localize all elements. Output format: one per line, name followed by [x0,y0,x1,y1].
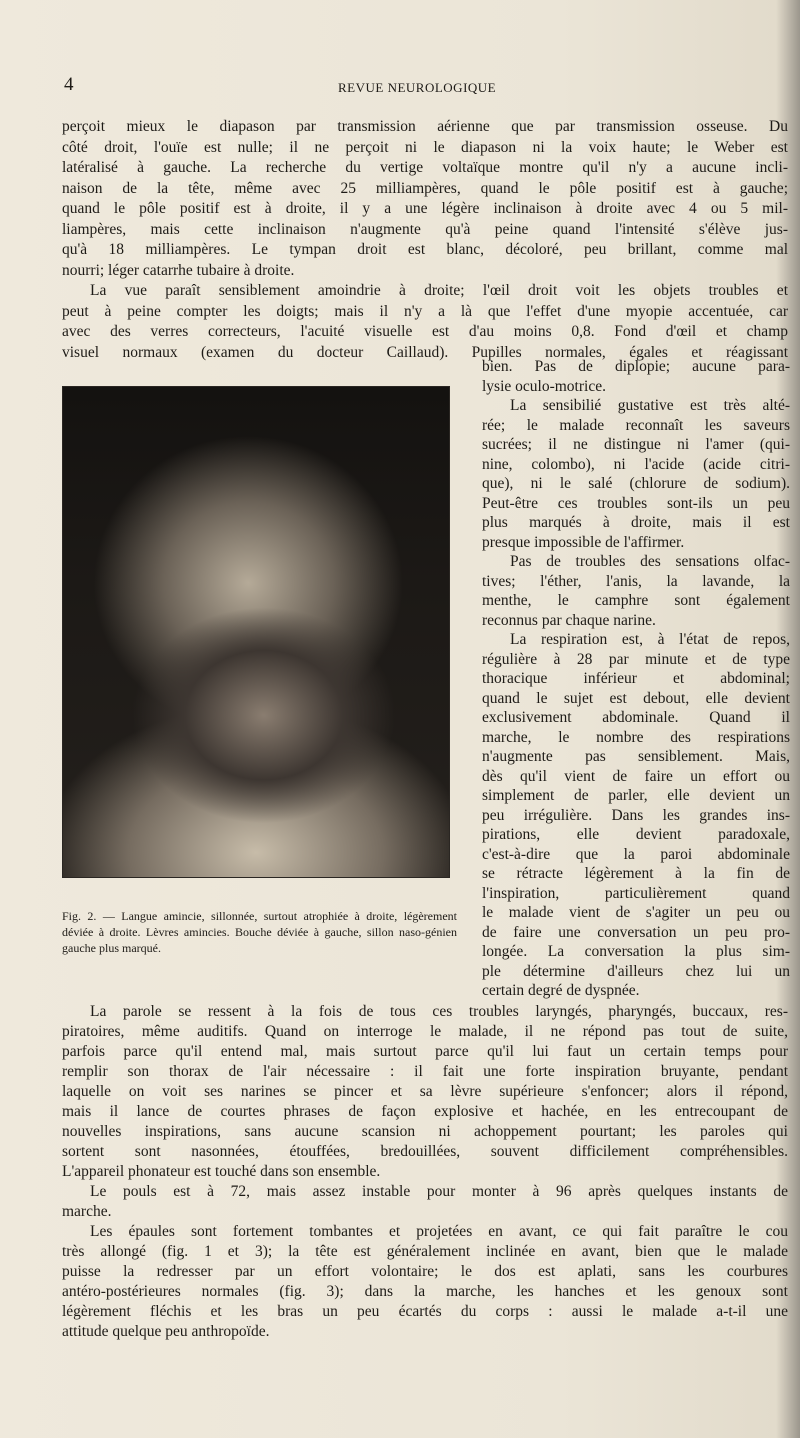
text-line: avec des verres correcteurs, l'acuité visuelle est d'au moins 0,8. Fond d'œil et champ [62,323,788,340]
text-line: attitude quelque peu anthropoïde. [62,1323,270,1340]
text-line: lysie oculo-motrice. [482,377,606,395]
text-line: marche. [62,1203,112,1220]
text-line: sucrées; il ne distingue ni l'amer (qui- [482,436,790,453]
text-line: Les épaules sont fortement tombantes et projetées en avant, ce qui fait paraître le cou [90,1223,788,1240]
text-line: nouvelles inspirations, sans aucune scansion ni achoppement pourtant; les paroles qui [62,1123,788,1140]
text-line: Le pouls est à 72, mais assez instable pour monter à 96 après quelques instants de [90,1183,788,1200]
text-line: parfois parce qu'il entend mal, mais surtout parce qu'il lui faut un certain temps pour [62,1043,788,1060]
text-line: bien. Pas de diplopie; aucune para- [482,358,790,375]
text-line: La vue paraît sensiblement amoindrie à droite; l'œil droit voit les objets troubles et [90,282,788,299]
text-line: piratoires, même auditifs. Quand on interroge le malade, il ne répond pas tout de suite, [62,1023,788,1040]
text-line: L'appareil phonateur est touché dans son ensemble. [62,1163,381,1180]
text-line: naison de la tête, même avec 25 milliampères, quand le pôle positif est à gauche; [62,179,788,197]
text-line: très allongé (fig. 1 et 3); la tête est généralement inclinée en avant, bien que le malade [62,1243,788,1260]
text-line: latéralisé à gauche. La recherche du vertige voltaïque montre qu'il n'y a aucune incli- [62,159,788,176]
text-line: quand le sujet est debout, elle devient [482,689,790,707]
text-line: menthe, le camphre sont également [482,592,790,609]
text-line: certain degré de dyspnée. [482,982,640,999]
text-line: peu irrégulière. Dans les grandes ins- [482,806,790,824]
text-line: légèrement fléchis et les bras un peu écartés du corps : aussi le malade a-t-il une [62,1303,788,1320]
text-line: le malade vient de s'agiter un peu ou [482,904,790,921]
text-line: nine, colombo), ni l'acide (acide citri- [482,455,790,473]
text-line: sortent sont nasonnées, étouffées, bredouillées, souvent difficilement compréhensibles. [62,1143,788,1160]
text-line: pirations, elle devient paradoxale, [482,826,790,843]
text-line: côté droit, l'ouïe est nulle; il ne perçoit ni le diapason ni la voix haute; le Weber est [62,138,788,156]
text-line: dès qu'il vient de faire un effort ou [482,767,790,785]
text-line: qu'à 18 milliampères. Le tympan droit est blanc, décoloré, peu brillant, comme mal [62,241,788,258]
text-line: longée. La conversation la plus sim- [482,943,790,960]
page-number: 4 [64,74,74,95]
text-line: peut à peine compter les doigts; mais il n'y a là que l'effet d'une myopie accentuée, car [62,302,788,320]
text-line: marche, le nombre des respirations [482,728,790,746]
text-line: presque impossible de l'affirmer. [482,533,685,551]
text-line: perçoit mieux le diapason par transmission aérienne que par transmission osseuse. Du [62,118,788,135]
text-line: n'augmente pas sensiblement. Mais, [482,748,790,765]
text-line: que), ni le salé (chlorure de sodium). [482,475,790,492]
text-line: remplir son thorax de l'air nécessaire : il fait une forte inspiration bruyante, pendant [62,1063,788,1080]
text-line: Pas de troubles des sensations olfac- [510,553,790,570]
text-line: exclusivement abdominale. Quand il [482,709,790,726]
running-title: REVUE NEUROLOGIQUE [338,80,497,95]
text-line: c'est-à-dire que la paroi abdominale [482,845,790,863]
text-line: nourri; léger catarrhe tubaire à droite. [62,261,295,279]
text-line: puisse la redresser par un effort volontaire; le dos est aplati, sans les courbures [62,1263,788,1280]
text-line: thoracique inférieur et abdominal; [482,670,790,687]
text-line: Peut-être ces troubles sont-ils un peu [482,494,790,512]
text-line: de faire une conversation un peu pro- [482,923,790,941]
text-line: plus marqués à droite, mais il est [482,514,790,531]
text-line: simplement de parler, elle devient un [482,787,790,804]
text-line: mais il lance de courtes phrases de façon explosive et hachée, en les entrecoupant de [62,1103,788,1120]
text-line: rée; le malade reconnaît les saveurs [482,416,790,434]
text-line: se rétracte légèrement à la fin de [482,865,790,882]
text-line: liampères, mais cette inclinaison n'augmente qu'à peine quand l'intensité s'élève jus- [62,220,788,238]
figure-caption: Fig. 2. — Langue amincie, sillonnée, surtout atrophiée à droite, légèrement déviée à droite. Lèvres amincies. Bouche déviée à gauche, sillon naso-génien gauche plus marqué. [62,909,457,955]
text-line: La parole se ressent à la fois de tous ces troubles laryngés, pharyngés, buccaux, res- [90,1003,788,1020]
text-line: régulière à 28 par minute et de type [482,650,790,668]
text-line: ple détermine d'ailleurs chez lui un [482,962,790,980]
text-line: La respiration est, à l'état de repos, [510,631,790,648]
figure-photograph [62,386,450,878]
text-line: tives; l'éther, l'anis, la lavande, la [482,572,790,590]
text-line: quand le pôle positif est à droite, il y a une légère inclinaison à droite avec 4 ou 5 mil- [62,200,788,217]
text-line: l'inspiration, particulièrement quand [482,884,790,902]
text-line: antéro-postérieures normales (fig. 3); dans la marche, les hanches et les genoux sont [62,1283,788,1300]
text-line: reconnus par chaque narine. [482,611,656,629]
text-line: visuel normaux (examen du docteur Caillaud). Pupilles normales, égales et réagissant [62,343,788,361]
text-line: laquelle on voit ses narines se pincer et sa lèvre supérieure s'enfoncer; alors il répond, [62,1083,788,1100]
text-line: La sensibilié gustative est très alté- [510,397,790,414]
